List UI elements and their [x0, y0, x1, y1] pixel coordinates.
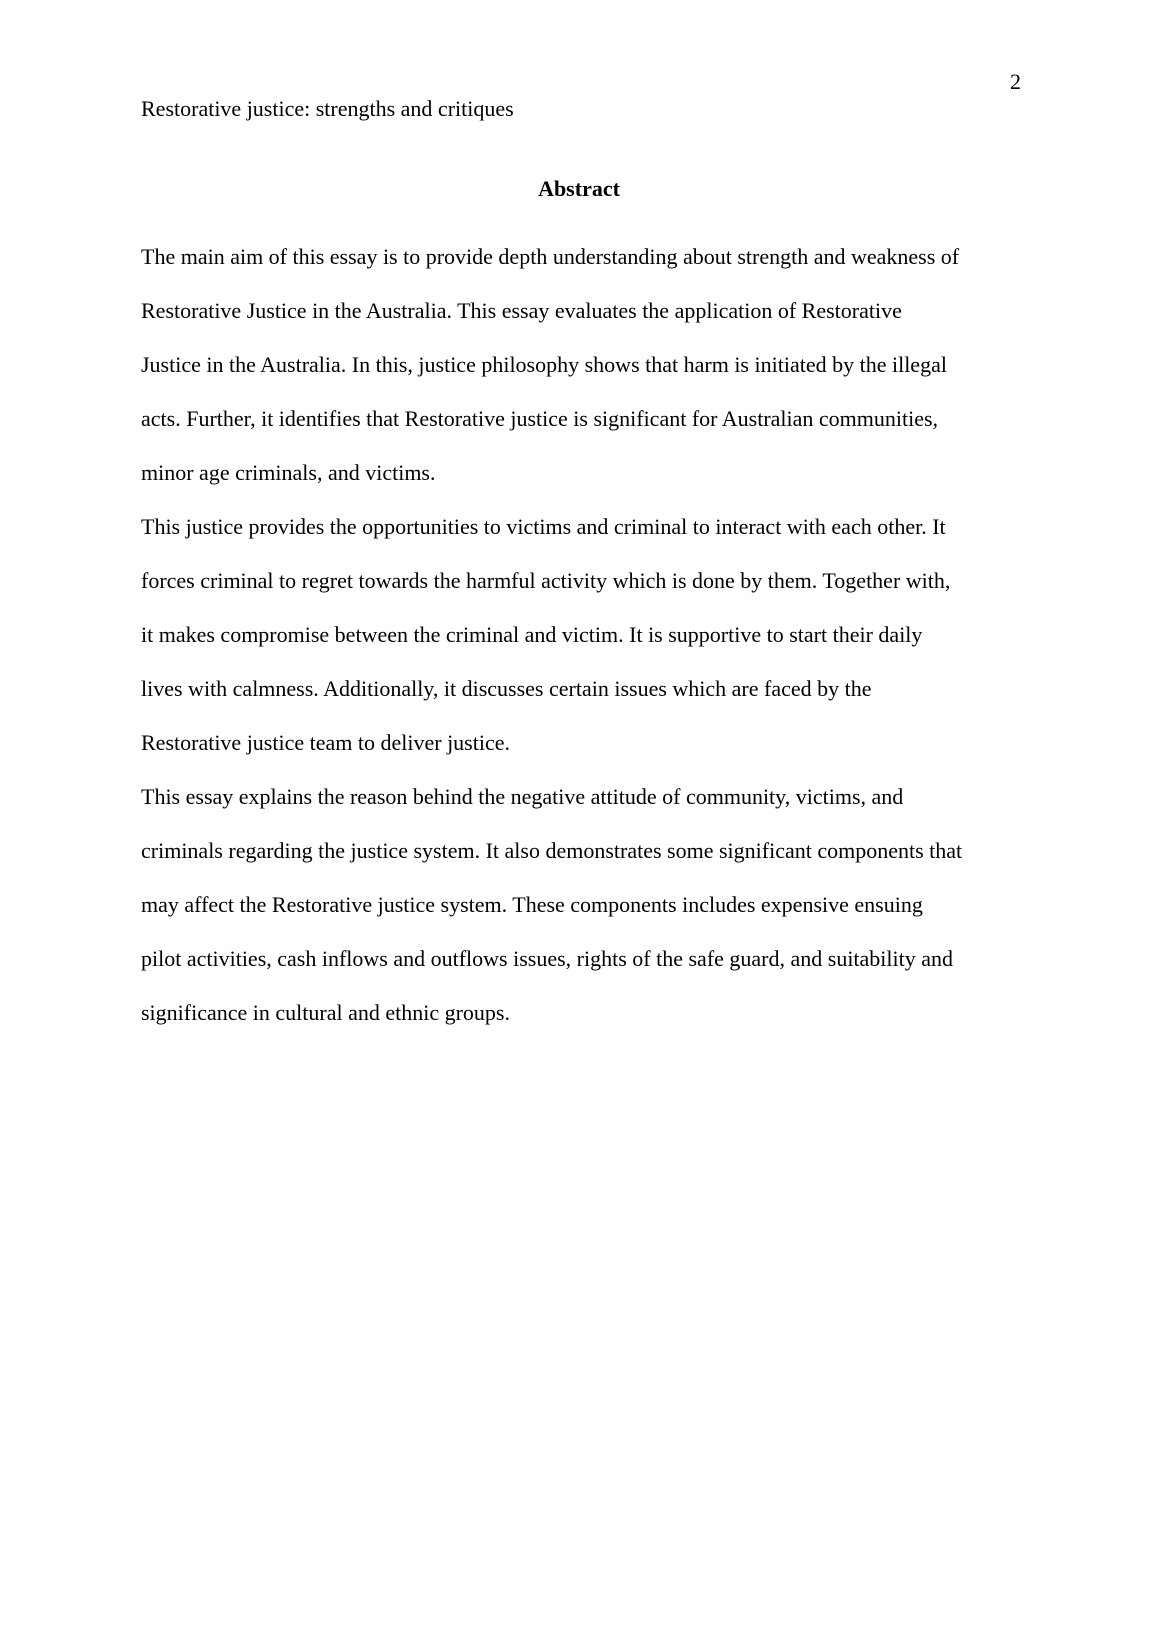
text-line: Justice in the Australia. In this, justice philosophy shows that harm is initiated by the illegal [141, 352, 947, 377]
text-line: forces criminal to regret towards the harmful activity which is done by them. Together with, [141, 568, 951, 593]
text-line: Restorative justice team to deliver justice. [141, 730, 510, 755]
text-line: The main aim of this essay is to provide depth understanding about strength and weakness of [141, 244, 960, 269]
abstract-body [141, 230, 1021, 1040]
abstract-paragraph-1 [141, 230, 1021, 500]
abstract-heading: Abstract [538, 176, 620, 201]
text-line: minor age criminals, and victims. [141, 460, 436, 485]
page-number: 2 [1010, 69, 1021, 94]
text-line: Restorative Justice in the Australia. This essay evaluates the application of Restorative [141, 298, 902, 323]
abstract-paragraph-3 [141, 770, 1021, 1040]
text-line: This essay explains the reason behind the negative attitude of community, victims, and [141, 784, 904, 809]
abstract-paragraph-2 [141, 500, 1021, 770]
text-line: significance in cultural and ethnic groups. [141, 1000, 510, 1025]
text-line: lives with calmness. Additionally, it discusses certain issues which are faced by the [141, 676, 872, 701]
text-line: it makes compromise between the criminal and victim. It is supportive to start their daily [141, 622, 923, 647]
text-line: may affect the Restorative justice system. These components includes expensive ensuing [141, 892, 923, 917]
text-line: This justice provides the opportunities to victims and criminal to interact with each other. It [141, 514, 946, 539]
running-head: Restorative justice: strengths and critiques [141, 96, 514, 121]
text-line: acts. Further, it identifies that Restorative justice is significant for Australian communities, [141, 406, 939, 431]
text-line: criminals regarding the justice system. It also demonstrates some significant components that [141, 838, 963, 863]
text-line: pilot activities, cash inflows and outflows issues, rights of the safe guard, and suitability and [141, 946, 954, 971]
